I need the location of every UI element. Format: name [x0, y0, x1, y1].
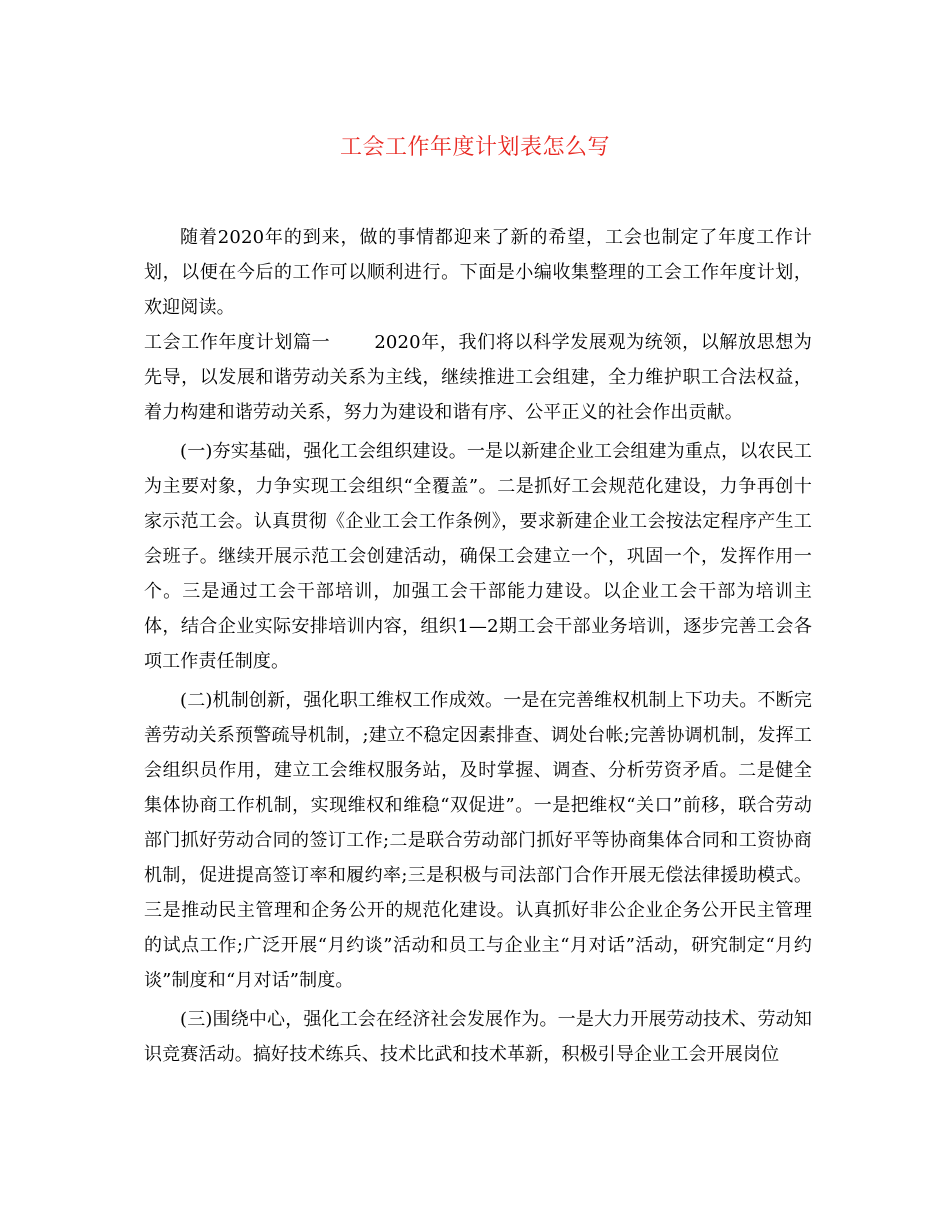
- intro-paragraph: 随着2020年的到来，做的事情都迎来了新的希望，工会也制定了年度工作计划，以便在今后的工作可以顺利进行。下面是小编收集整理的工会工作年度计划，欢迎阅读。: [144, 227, 812, 318]
- paragraph-2: (二)机制创新，强化职工维权工作成效。一是在完善维权机制上下功夫。不断完善劳动关系预警疏导机制，;建立不稳定因素排查、调处台帐;完善协调机制，发挥工会组织员作用，建立工会维权服务站，及时掌握、调查、分析劳资矛盾。二是健全集体协商工作机制，实现维权和维稳“双促进”。一是把维权“关口”前移，联合劳动部门抓好劳动合同的签订工作;二是联合劳动部门抓好平等协商集体合同和工资协商机制，促进提高签订率和履约率;三是积极与司法部门合作开展无偿法律援助模式。三是推动民主管理和企务公开的规范化建设。认真抓好非公企业企务公开民主管理的试点工作;广泛开展“月约谈”活动和员工与企业主“月对话”活动，研究制定“月约谈”制度和“月对话”制度。: [144, 690, 812, 991]
- section-heading: 工会工作年度计划篇一: [144, 332, 331, 353]
- document-title: 工会工作年度计划表怎么写: [339, 135, 610, 160]
- document-body: [144, 220, 812, 1072]
- section-paragraph: [144, 325, 812, 430]
- section-lead-text: 2020年，我们将以科学发展观为统领，以解放思想为先导，以发展和谐劳动关系为主线，继续推进工会组建，全力维护职工合法权益，着力构建和谐劳动关系，努力为建设和谐有序、公平正义的社会作出贡献。: [144, 332, 813, 423]
- paragraph-1: (一)夯实基础，强化工会组织建设。一是以新建企业工会组建为重点，以农民工为主要对象，力争实现工会组织“全覆盖”。二是抓好工会规范化建设，力争再创十家示范工会。认真贯彻《企业工会工作条例》，要求新建企业工会按法定程序产生工会班子。继续开展示范工会创建活动，确保工会建立一个，巩固一个，发挥作用一个。三是通过工会干部培训，加强工会干部能力建设。以企业工会干部为培训主体，结合企业实际安排培训内容，组织1—2期工会干部业务培训，逐步完善工会各项工作责任制度。: [144, 441, 812, 672]
- paragraph-3: (三)围绕中心，强化工会在经济社会发展作为。一是大力开展劳动技术、劳动知识竞赛活动。搞好技术练兵、技术比武和技术革新，积极引导企业工会开展岗位: [144, 1009, 812, 1065]
